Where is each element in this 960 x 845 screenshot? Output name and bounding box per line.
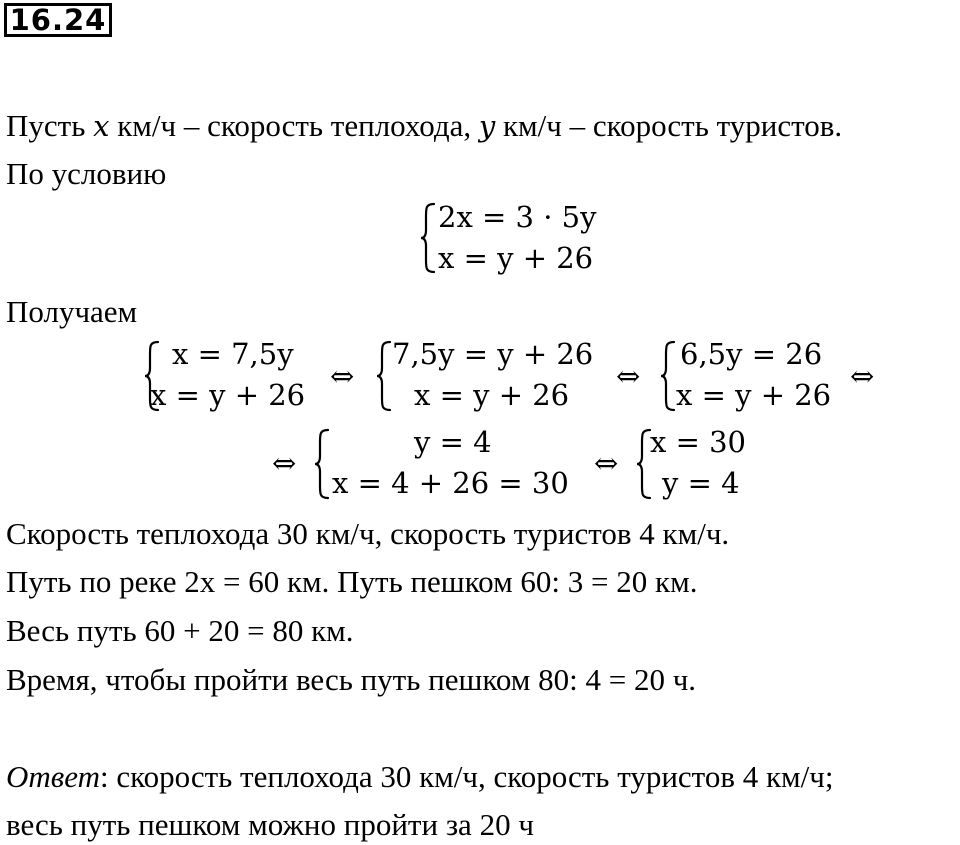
condition-label: По условию	[6, 156, 167, 191]
obtain-label: Получаем	[6, 294, 138, 329]
system1-line1: 2x = 3 · 5y	[438, 200, 597, 234]
speeds-line: Скорость теплохода 30 км/ч, скорость туристов 4 км/ч.	[6, 516, 730, 551]
chain-s4-brace	[314, 428, 330, 500]
chain-s2-brace	[376, 340, 392, 412]
answer-line-1	[6, 761, 833, 792]
system1-brace	[420, 202, 436, 274]
chain-s4-line1: y = 4	[414, 425, 492, 459]
chain-s3-brace	[660, 340, 676, 412]
answer-label: Ответ	[6, 759, 100, 794]
equiv-sign-2: ⇔	[616, 359, 641, 393]
system1-line2: x = y + 26	[438, 241, 594, 275]
chain-s1-line2: x = y + 26	[150, 378, 306, 412]
chain-s5-line1: x = 30	[650, 425, 746, 459]
chain-s1-line1: x = 7,5y	[172, 337, 294, 371]
intro-line	[6, 110, 842, 141]
answer-line-2: весь путь пешком можно пройти за 20 ч	[6, 807, 534, 842]
chain-s3-line1: 6,5y = 26	[680, 337, 823, 371]
river-line: Путь по реке 2x = 60 км. Путь пешком 60: 3 = 20 км.	[6, 564, 698, 599]
equiv-sign-3: ⇔	[850, 359, 875, 393]
chain-s3-line2: x = y + 26	[676, 378, 832, 412]
problem-number: 16.24	[4, 3, 112, 37]
answer-text-1: : скорость теплохода 30 км/ч, скорость туристов 4 км/ч;	[99, 759, 834, 794]
variable-x: x	[93, 109, 110, 143]
chain-s2-line2: x = y + 26	[414, 378, 570, 412]
equiv-sign-5: ⇔	[594, 446, 619, 480]
time-line: Время, чтобы пройти весь путь пешком 80: 4 = 20 ч.	[6, 662, 697, 697]
intro-text-b: км/ч – скорость теплохода,	[109, 108, 479, 143]
intro-text-c: км/ч – скорость туристов.	[495, 108, 843, 143]
equiv-sign-4: ⇔	[272, 446, 297, 480]
chain-s5-line2: y = 4	[662, 466, 740, 500]
chain-s4-line2: x = 4 + 26 = 30	[332, 466, 569, 500]
chain-s2-line1: 7,5y = y + 26	[392, 337, 594, 371]
intro-text-a: Пусть	[6, 108, 94, 143]
equiv-sign-1: ⇔	[330, 359, 355, 393]
variable-y: y	[478, 109, 496, 143]
total-line: Весь путь 60 + 20 = 80 км.	[6, 613, 354, 648]
